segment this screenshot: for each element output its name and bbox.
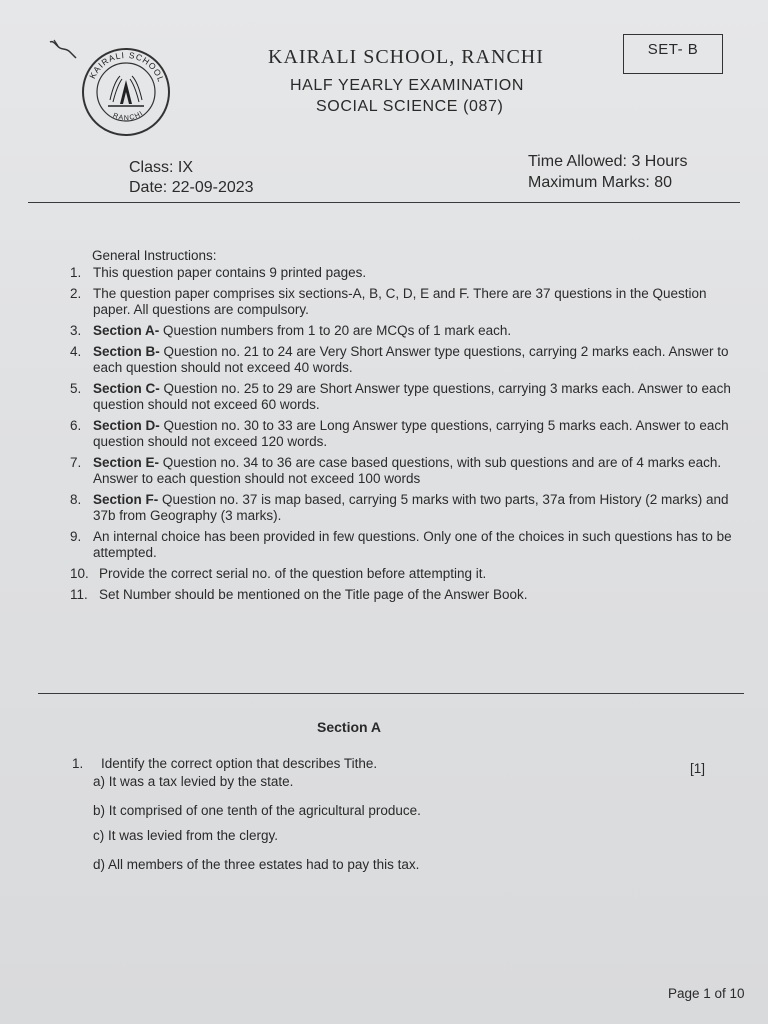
question-text: Identify the correct option that describes Tithe. xyxy=(101,756,378,771)
page-number: Page 1 of 10 xyxy=(668,986,745,1001)
header-divider xyxy=(28,202,740,203)
max-marks-label: Maximum Marks: 80 xyxy=(528,174,673,191)
option-b: b) It comprised of one tenth of the agricultural produce. xyxy=(93,803,421,818)
instruction-item: 10. Provide the correct serial no. of the question before attempting it. xyxy=(70,566,487,581)
question-marks: [1] xyxy=(690,761,706,776)
instruction-item: 7. Section E- Question no. 34 to 36 are case based questions, with sub questions and are of 4 marks each. Answer to each question should not exceed 100 words xyxy=(70,455,722,486)
set-label-box: SET- B xyxy=(623,34,723,74)
instruction-item: 8. Section F- Question no. 37 is map based, carrying 5 marks with two parts, 37a from History (2 marks) and 37b from Geography (3 marks). xyxy=(70,492,729,523)
instruction-item: 3. Section A- Question numbers from 1 to 20 are MCQs of 1 mark each. xyxy=(70,323,512,338)
instruction-item: 11. Set Number should be mentioned on the Title page of the Answer Book. xyxy=(70,587,528,602)
instruction-item: 9. An internal choice has been provided in few questions. Only one of the choices in such questions has to be attempted. xyxy=(70,529,732,560)
subject-title: SOCIAL SCIENCE (087) xyxy=(316,98,504,115)
question-number: 1. xyxy=(72,756,84,771)
svg-text:RANCHI xyxy=(112,110,145,122)
class-label: Class: IX xyxy=(129,159,194,176)
instructions-list xyxy=(70,265,740,608)
instruction-item: 6. Section D- Question no. 30 to 33 are Long Answer type questions, carrying 5 marks each. Answer to each question should not exceed 120 words. xyxy=(70,418,729,449)
instruction-item: 2. The question paper comprises six sections-A, B, C, D, E and F. There are 37 questions in the Question paper. All questions are compulsory. xyxy=(70,286,707,317)
date-label: Date: 22-09-2023 xyxy=(129,179,254,196)
option-c: c) It was levied from the clergy. xyxy=(93,828,279,843)
option-d: d) All members of the three estates had to pay this tax. xyxy=(93,857,420,872)
logo-top-text: KAIRALI SCHOOL xyxy=(87,49,167,84)
instructions-heading: General Instructions: xyxy=(92,248,217,263)
instruction-item: 4. Section B- Question no. 21 to 24 are Very Short Answer type questions, carrying 2 marks each. Answer to each question should not exceed 40 words. xyxy=(70,344,729,375)
logo-bottom-text: RANCHI xyxy=(111,109,145,123)
section-title: Section A xyxy=(317,719,382,735)
pen-scribble-mark xyxy=(44,36,80,66)
school-name: KAIRALI SCHOOL, RANCHI xyxy=(268,46,544,68)
school-emblem-icon xyxy=(80,46,172,138)
exam-title: HALF YEARLY EXAMINATION xyxy=(290,77,525,94)
time-allowed-label: Time Allowed: 3 Hours xyxy=(528,153,688,170)
option-a: a) It was a tax levied by the state. xyxy=(93,774,294,789)
instruction-item: 1. This question paper contains 9 printed pages. xyxy=(70,265,367,280)
instruction-item: 5. Section C- Question no. 25 to 29 are Short Answer type questions, carrying 3 marks each. Answer to each question should not exceed 60 words. xyxy=(70,381,731,412)
section-divider xyxy=(38,693,744,694)
svg-text:KAIRALI SCHOOL xyxy=(87,50,166,84)
